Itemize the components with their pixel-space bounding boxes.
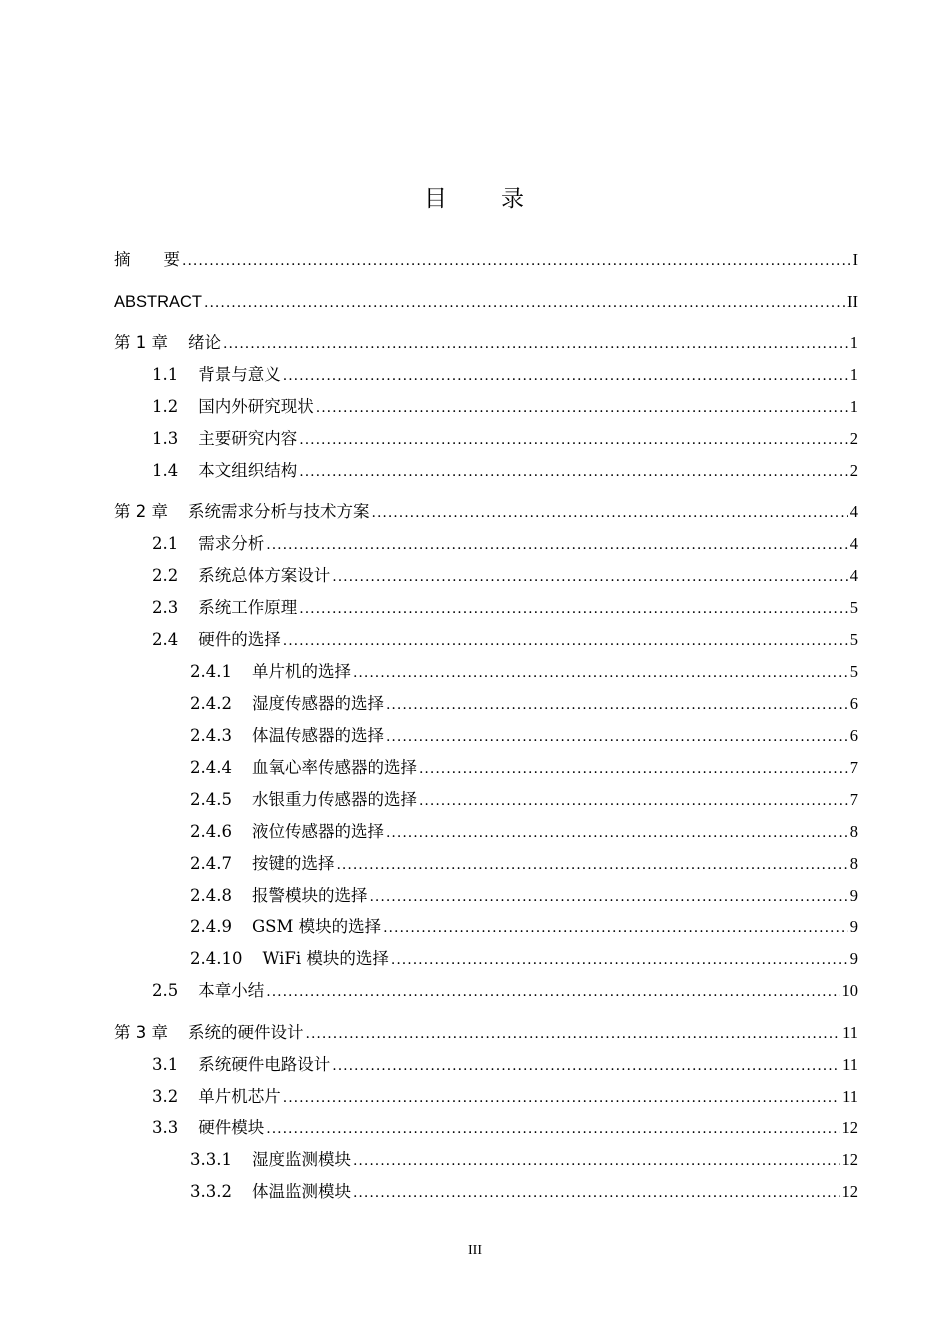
toc-entry-label: 硬件的选择	[198, 630, 281, 649]
toc-entry-label: 体温监测模块	[251, 1182, 351, 1201]
toc-entry-number: 第 3 章	[114, 1023, 168, 1042]
toc-entry[interactable]	[190, 852, 858, 876]
toc-leader-dots	[332, 565, 848, 589]
toc-entry-label: 体温传感器的选择	[251, 726, 384, 745]
toc-leader-dots	[419, 789, 848, 813]
toc-entry[interactable]	[152, 979, 858, 1003]
toc-leader-dots	[283, 1086, 840, 1110]
toc-entry-label: 报警模块的选择	[251, 886, 368, 905]
toc-entry-label: 摘 要	[114, 250, 180, 269]
toc-entry-number: 1.3	[152, 429, 179, 448]
toc-entry[interactable]	[152, 1085, 858, 1109]
toc-entry-number: 2.4.4	[190, 758, 232, 777]
toc-leader-dots	[386, 693, 848, 717]
toc-entry[interactable]	[114, 248, 858, 272]
toc-entry-label: GSM 模块的选择	[251, 917, 382, 936]
toc-entry-page: 5	[849, 630, 858, 649]
toc-entry-number: 3.2	[152, 1087, 179, 1106]
toc-leader-dots	[204, 291, 845, 315]
toc-entry[interactable]	[190, 884, 858, 908]
toc-entry-number: 2.2	[152, 566, 179, 585]
toc-entry-label: 系统总体方案设计	[198, 566, 331, 585]
toc-entry-page: II	[847, 292, 858, 311]
toc-leader-dots	[283, 364, 848, 388]
toc-entry-page: 1	[849, 397, 858, 416]
toc-entry[interactable]	[152, 628, 858, 652]
toc-entry-page: I	[852, 250, 858, 269]
toc-entry-label: 本章小结	[198, 981, 265, 1000]
toc-entry-number: 2.4.7	[190, 854, 232, 873]
toc-entry-label: 硬件模块	[198, 1118, 265, 1137]
toc-entry[interactable]	[190, 1180, 858, 1204]
toc-entry-label: 背景与意义	[198, 365, 281, 384]
toc-entry-page: 12	[841, 1182, 858, 1201]
toc-entry-number: 2.4.2	[190, 694, 232, 713]
toc-entry[interactable]	[190, 1148, 858, 1172]
toc-entry-label: 液位传感器的选择	[251, 822, 384, 841]
toc-leader-dots	[223, 332, 848, 356]
toc-leader-dots	[336, 853, 847, 877]
toc-entry-number: 2.3	[152, 598, 179, 617]
toc-entry-page: 9	[849, 886, 858, 905]
toc-entry-page: 9	[849, 949, 858, 968]
toc-entry-number: 2.4.3	[190, 726, 232, 745]
toc-entry[interactable]	[190, 756, 858, 780]
toc-leader-dots	[353, 661, 848, 685]
toc-entry-number: 第 1 章	[114, 333, 168, 352]
toc-leader-dots	[316, 396, 848, 420]
toc-entry-label: 主要研究内容	[198, 429, 298, 448]
toc-entry-label: 血氧心率传感器的选择	[251, 758, 417, 777]
toc-leader-dots	[266, 533, 848, 557]
toc-entry-page: 5	[849, 662, 858, 681]
toc-leader-dots	[332, 1054, 840, 1078]
toc-entry-label: 系统工作原理	[198, 598, 298, 617]
toc-entry-label: 国内外研究现状	[198, 397, 314, 416]
toc-leader-dots	[353, 1149, 840, 1173]
toc-entry-number: 2.4.6	[190, 822, 232, 841]
toc-entry-label: 单片机芯片	[198, 1087, 281, 1106]
toc-entry-number: 3.3.1	[190, 1150, 232, 1169]
toc-entry-page: 1	[849, 365, 858, 384]
toc-entry[interactable]	[114, 500, 858, 524]
toc-entry[interactable]	[190, 788, 858, 812]
toc-leader-dots	[391, 948, 848, 972]
toc-entry[interactable]	[190, 724, 858, 748]
toc-entry[interactable]	[152, 532, 858, 556]
toc-entry[interactable]	[190, 692, 858, 716]
toc-leader-dots	[383, 916, 848, 940]
toc-entry[interactable]	[152, 1116, 858, 1140]
toc-entry[interactable]	[114, 290, 858, 314]
toc-leader-dots	[266, 980, 839, 1004]
toc-leader-dots	[266, 1117, 839, 1141]
toc-entry-label: 湿度监测模块	[251, 1150, 351, 1169]
toc-entry-page: 4	[849, 502, 858, 521]
toc-entry-number: 2.4.8	[190, 886, 232, 905]
title-char-left: 目	[424, 186, 449, 212]
toc-entry-number: 3.3	[152, 1118, 179, 1137]
toc-entry-number: 2.4	[152, 630, 179, 649]
toc-entry-number: 3.3.2	[190, 1182, 232, 1201]
toc-entry-page: 8	[849, 854, 858, 873]
toc-entry-number: 1.2	[152, 397, 179, 416]
toc-leader-dots	[182, 249, 851, 273]
toc-entry-label: 系统硬件电路设计	[198, 1055, 331, 1074]
toc-leader-dots	[283, 629, 848, 653]
toc-entry-label: WiFi 模块的选择	[262, 949, 389, 968]
toc-entry-label: 水银重力传感器的选择	[251, 790, 417, 809]
toc-leader-dots	[419, 757, 848, 781]
toc-entry-page: 2	[849, 461, 858, 480]
toc-entry-number: 2.4.9	[190, 917, 232, 936]
toc-entry-label: 系统的硬件设计	[188, 1023, 304, 1042]
toc-entry-page: 6	[849, 694, 858, 713]
toc-entry[interactable]	[152, 395, 858, 419]
toc-leader-dots	[353, 1181, 840, 1205]
toc-entry[interactable]	[152, 427, 858, 451]
toc-entry-label: 需求分析	[198, 534, 265, 553]
toc-entry-page: 11	[842, 1023, 858, 1042]
toc-entry-label: 单片机的选择	[251, 662, 351, 681]
toc-entry-number: 1.4	[152, 461, 179, 480]
toc-leader-dots	[299, 428, 848, 452]
toc-entry-page: 7	[849, 790, 858, 809]
toc-entry-page: 4	[849, 534, 858, 553]
toc-entry-page: 6	[849, 726, 858, 745]
toc-leader-dots	[386, 725, 848, 749]
toc-entry-number: 2.1	[152, 534, 179, 553]
toc-leader-dots	[369, 885, 847, 909]
toc-entry-page: 7	[849, 758, 858, 777]
toc-entry-page: 5	[849, 598, 858, 617]
toc-entry[interactable]	[152, 363, 858, 387]
toc-entry-page: 11	[842, 1087, 858, 1106]
toc-entry-label: ABSTRACT	[114, 293, 203, 311]
toc-entry-label: 湿度传感器的选择	[251, 694, 384, 713]
toc-entry-page: 12	[841, 1150, 858, 1169]
toc-leader-dots	[299, 597, 848, 621]
toc-entry-page: 1	[849, 333, 858, 352]
toc-entry-page: 9	[849, 917, 858, 936]
toc-entry-number: 2.4.1	[190, 662, 232, 681]
toc-entry[interactable]	[114, 331, 858, 355]
title-char-right: 录	[501, 186, 526, 212]
toc-entry[interactable]	[190, 820, 858, 844]
toc-entry-number: 第 2 章	[114, 502, 168, 521]
toc-entry-page: 4	[849, 566, 858, 585]
toc-entry-label: 本文组织结构	[198, 461, 298, 480]
toc-entry-label: 系统需求分析与技术方案	[188, 502, 370, 521]
toc-entry[interactable]	[152, 459, 858, 483]
toc-entry-number: 1.1	[152, 365, 179, 384]
toc-leader-dots	[386, 821, 848, 845]
toc-entry-number: 2.4.10	[190, 949, 243, 968]
toc-entry[interactable]	[152, 1053, 858, 1077]
toc-entry-number: 3.1	[152, 1055, 179, 1074]
toc-entry-number: 2.5	[152, 981, 179, 1000]
toc-entry-label: 按键的选择	[251, 854, 335, 873]
toc-leader-dots	[306, 1022, 841, 1046]
toc-entry-number: 2.4.5	[190, 790, 232, 809]
toc-leader-dots	[372, 501, 848, 525]
toc-entry-label: 绪论	[188, 333, 221, 352]
toc-entry[interactable]	[114, 1021, 858, 1045]
toc-entry[interactable]	[152, 596, 858, 620]
toc-entry[interactable]	[152, 564, 858, 588]
toc-entry-page: 10	[841, 981, 858, 1000]
page-number-footer: III	[468, 1243, 482, 1258]
toc-leader-dots	[299, 460, 848, 484]
toc-entry[interactable]	[190, 660, 858, 684]
toc-entry[interactable]	[190, 947, 858, 971]
toc-entry-page: 8	[849, 822, 858, 841]
toc-entry-page: 11	[842, 1055, 858, 1074]
toc-entry[interactable]	[190, 915, 858, 939]
toc-entry-page: 2	[849, 429, 858, 448]
toc-entry-page: 12	[841, 1118, 858, 1137]
